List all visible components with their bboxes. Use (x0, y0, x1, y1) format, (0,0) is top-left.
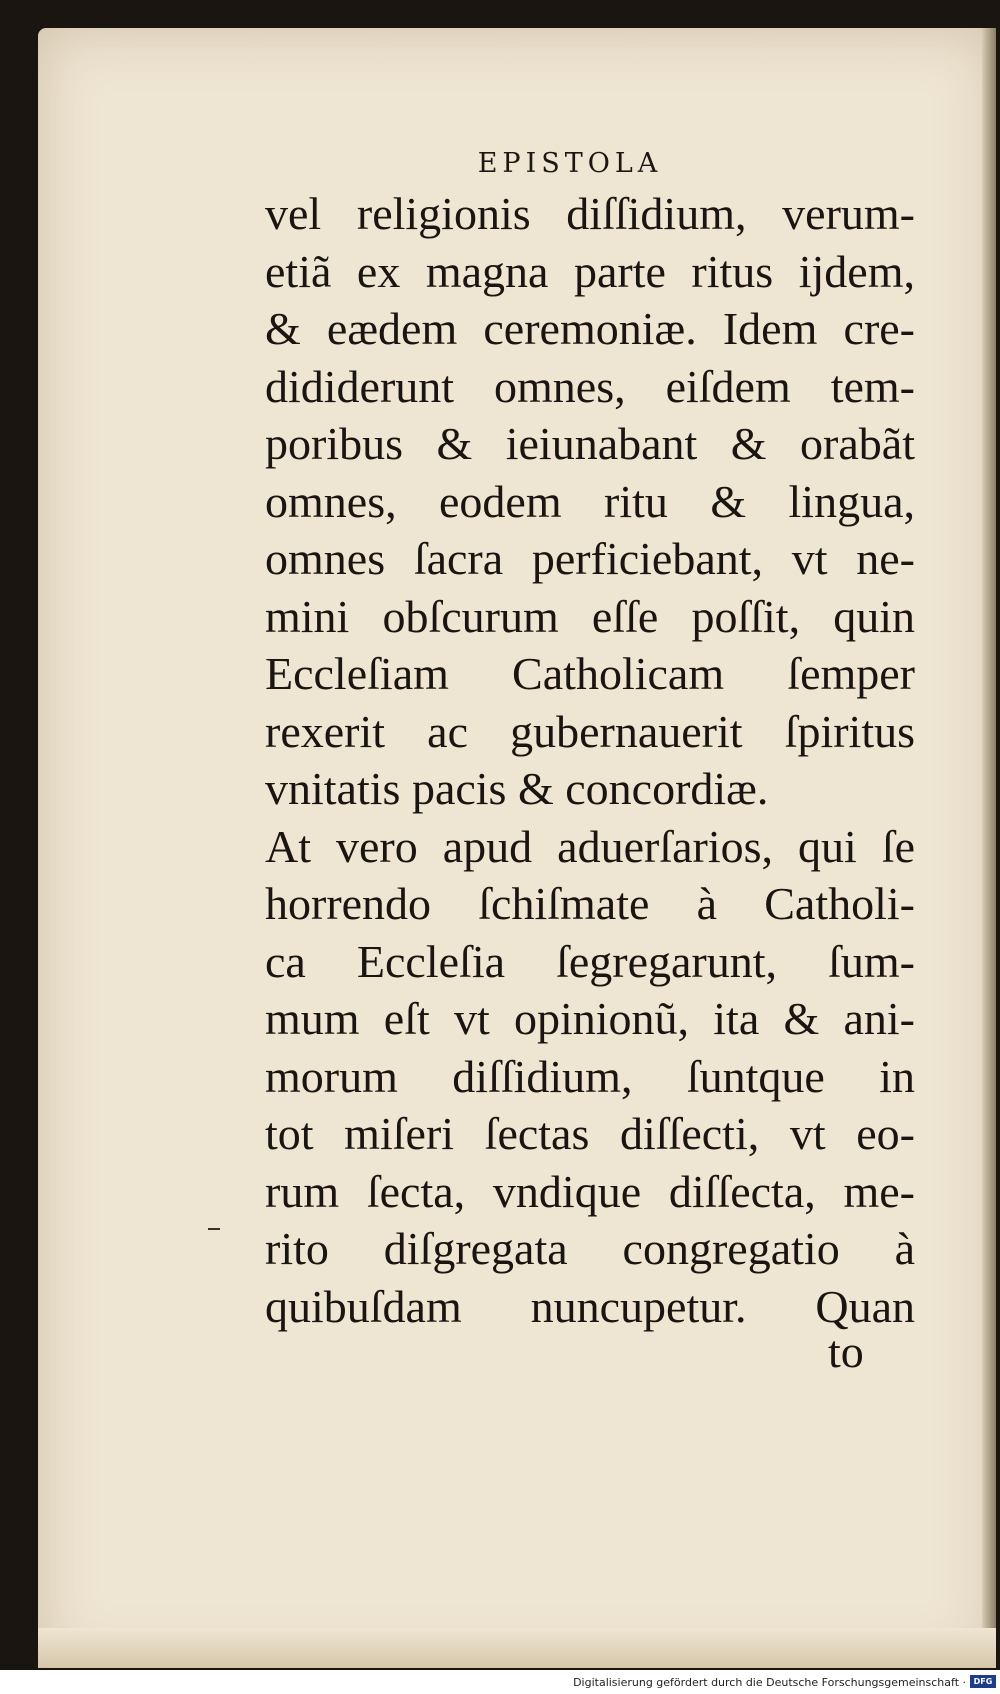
text-line: horrendo ſchiſmate à Catholi- (265, 878, 915, 929)
text-line: etiã ex magna parte ritus ijdem, (265, 245, 915, 297)
text-line: mini obſcurum eſſe poſſit, quin (265, 590, 915, 642)
digitization-credit: Digitalisierung gefördert durch die Deutsche Forschungsgemeinschaft · (573, 1676, 966, 1689)
text-line: rexerit ac gubernauerit ſpiritus (265, 705, 915, 757)
text-line: omnes ſacra perficiebant, vt ne- (265, 533, 915, 584)
text-line: Eccleſiam Catholicam ſemper (265, 648, 915, 699)
catchword: to (828, 1326, 864, 1377)
text-line: morum diſſidium, ſuntque in (265, 1050, 915, 1102)
text-line: vel religionis diſſidium, verum- (265, 188, 915, 239)
text-line: ca Eccleſia ſegregarunt, ſum- (265, 935, 915, 987)
text-line: vnitatis pacis & concordiæ. (265, 763, 769, 814)
text-line: dididerunt omnes, eiſdem tem- (265, 360, 915, 412)
text-line: poribus & ieiunabant & orabãt (265, 418, 915, 469)
body-text (265, 185, 915, 1335)
page-bottom-edge (38, 1628, 996, 1668)
text-line: rito diſgregata congregatio à (265, 1223, 915, 1274)
text-line: omnes, eodem ritu & lingua, (265, 475, 915, 527)
running-title: EPISTOLA (477, 148, 663, 179)
text-line: tot miſeri ſectas diſſecti, vt eo- (265, 1108, 915, 1159)
text-line: At vero apud aduerſarios, qui ſe (265, 820, 915, 872)
margin-dash (208, 1228, 220, 1230)
page-edge (982, 28, 996, 1668)
text-line: & eædem ceremoniæ. Idem cre- (265, 303, 915, 354)
text-line: quibuſdam nuncupetur. Quan (265, 1280, 915, 1332)
text-line: mum eſt vt opinionũ, ita & ani- (265, 993, 915, 1044)
text-line: rum ſecta, vndique diſſecta, me- (265, 1165, 915, 1217)
dfg-logo-icon: DFG (970, 1675, 996, 1688)
